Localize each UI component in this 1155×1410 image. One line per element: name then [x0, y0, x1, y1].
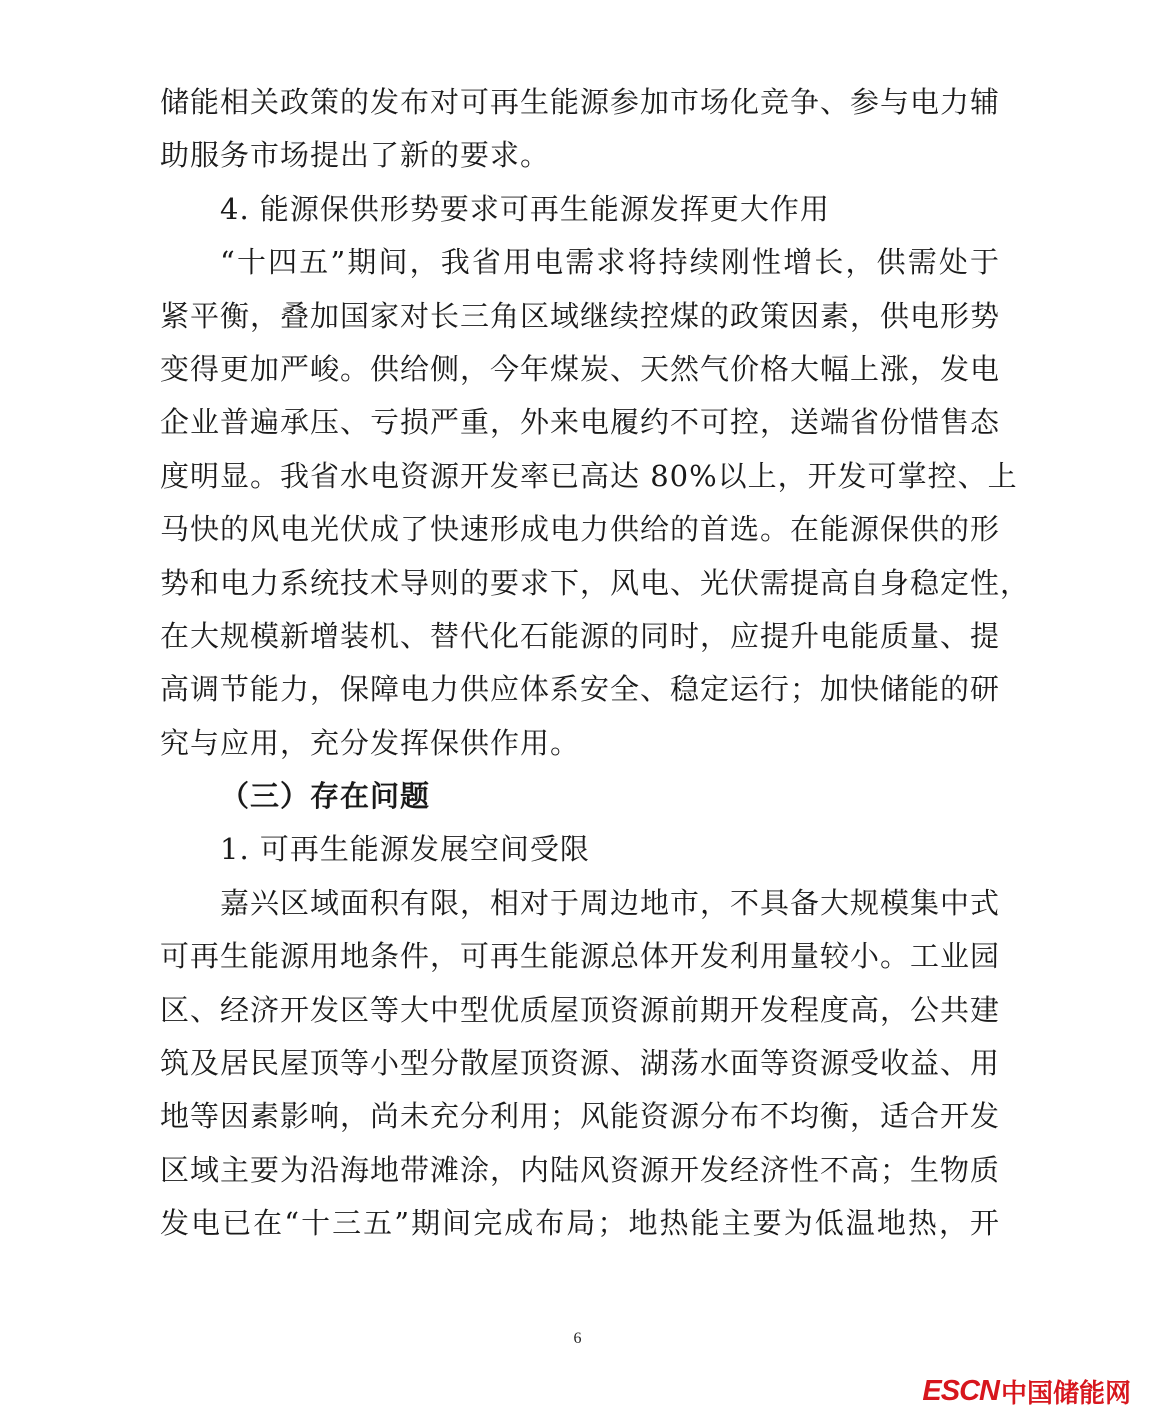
text-line: 究与应用，充分发挥保供作用。	[160, 725, 581, 760]
text-line: 高调节能力，保障电力供应体系安全、稳定运行；加快储能的研	[160, 672, 1001, 707]
text-line: 储能相关政策的发布对可再生能源参加市场化竞争、参与电力辅	[160, 85, 1001, 119]
text-line: 势和电力系统技术导则的要求下，风电、光伏需提高自身稳定性，	[160, 565, 1031, 600]
text-line: 企业普遍承压、亏损严重，外来电履约不可控，送端省份惜售态	[160, 405, 1001, 440]
logo-latin-text: ESCN	[922, 1374, 999, 1407]
text-line: 马快的风电光伏成了快速形成电力供给的首选。在能源保供的形	[160, 512, 1001, 547]
text-line: 可再生能源用地条件，可再生能源总体开发利用量较小。工业园	[160, 939, 1001, 974]
logo-chinese-text: 中国储能网	[1000, 1377, 1131, 1408]
text-line: 变得更加严峻。供给侧，今年煤炭、天然气价格大幅上涨，发电	[160, 351, 1001, 386]
text-line: 发电已在“十三五”期间完成布局；地热能主要为低温地热，开	[160, 1206, 1000, 1241]
text-line: 区域主要为沿海地带滩涂，内陆风资源开发经济性不高；生物质	[160, 1152, 1001, 1187]
page-number: 6	[573, 1330, 582, 1347]
text-line: 4. 能源保供形势要求可再生能源发挥更大作用	[220, 191, 830, 226]
text-line: 紧平衡，叠加国家对长三角区域继续控煤的政策因素，供电形势	[160, 298, 1001, 333]
section-heading: （三）存在问题	[220, 779, 431, 814]
text-line: “十四五”期间，我省用电需求将持续刚性增长，供需处于	[220, 245, 1000, 280]
escn-logo	[922, 1376, 1131, 1406]
text-line: 筑及居民屋顶等小型分散屋顶资源、湖荡水面等资源受收益、用	[160, 1046, 1001, 1081]
text-line: 嘉兴区域面积有限，相对于周边地市，不具备大规模集中式	[220, 885, 1001, 920]
text-line: 助服务市场提出了新的要求。	[160, 138, 551, 173]
text-line: 地等因素影响，尚未充分利用；风能资源分布不均衡，适合开发	[160, 1099, 1001, 1134]
text-line: 1. 可再生能源发展空间受限	[220, 832, 590, 867]
document-body	[160, 76, 1031, 1251]
text-line: 区、经济开发区等大中型优质屋顶资源前期开发程度高，公共建	[160, 992, 1001, 1027]
text-line: 度明显。我省水电资源开发率已高达 80%以上，开发可掌控、上	[160, 458, 1018, 493]
text-line: 在大规模新增装机、替代化石能源的同时，应提升电能质量、提	[160, 618, 1001, 653]
